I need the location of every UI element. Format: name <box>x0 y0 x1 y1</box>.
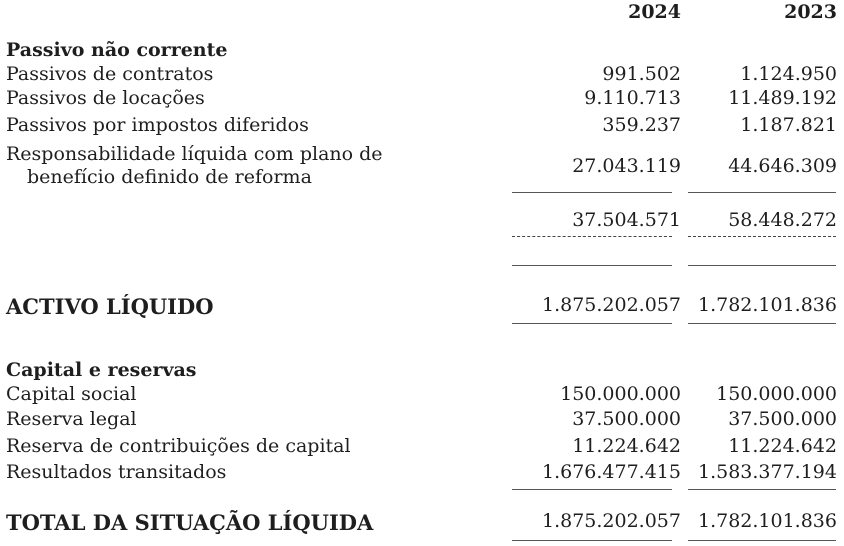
total-situacao-liquida-label: TOTAL DA SITUAÇÃO LÍQUIDA <box>6 510 374 535</box>
separator-rule-2024 <box>512 265 672 266</box>
activo-liquido-2023: 1.782.101.836 <box>697 294 837 316</box>
column-header-2023: 2023 <box>784 1 837 23</box>
value-2023-impostos-diferidos: 1.187.821 <box>740 114 837 136</box>
total-situacao-liquida-2023: 1.782.101.836 <box>697 510 837 532</box>
value-2024-impostos-diferidos: 359.237 <box>602 114 681 136</box>
subtotal-dashed-rule-2023 <box>688 236 836 237</box>
row-label-responsabilidade-line1: Responsabilidade líquida com plano de <box>6 143 383 165</box>
activo-liquido-2024: 1.875.202.057 <box>541 294 681 316</box>
total-rule-2024 <box>512 489 672 490</box>
total-situacao-liquida-2024: 1.875.202.057 <box>541 510 681 532</box>
value-2023-resultados-transitados: 1.583.377.194 <box>697 461 837 483</box>
subtotal-rule-2023 <box>688 192 836 193</box>
activo-liquido-rule-2023 <box>688 323 836 324</box>
separator-rule-2023 <box>688 265 836 266</box>
total-bottom-rule-2024 <box>512 540 672 541</box>
subtotal-rule-2024 <box>512 192 672 193</box>
row-label-responsabilidade-line2: benefício definido de reforma <box>27 166 312 188</box>
row-label-resultados-transitados: Resultados transitados <box>6 461 227 483</box>
value-2024-responsabilidade: 27.043.119 <box>572 155 681 177</box>
row-label-capital-social: Capital social <box>6 383 137 405</box>
column-header-2024: 2024 <box>628 1 681 23</box>
value-2023-reserva-legal: 37.500.000 <box>728 408 837 430</box>
subtotal-dashed-rule-2024 <box>512 236 672 237</box>
value-2023-responsabilidade: 44.646.309 <box>728 155 837 177</box>
value-2024-capital-social: 150.000.000 <box>560 383 681 405</box>
value-2023-reserva-contribuicoes: 11.224.642 <box>728 435 837 457</box>
section-heading-passivo-nao-corrente: Passivo não corrente <box>6 39 228 61</box>
section-heading-capital-reservas: Capital e reservas <box>6 359 197 381</box>
activo-liquido-rule-2024 <box>512 323 672 324</box>
value-2023-capital-social: 150.000.000 <box>716 383 837 405</box>
value-2024-passivos-locacoes: 9.110.713 <box>584 87 681 109</box>
value-2024-reserva-legal: 37.500.000 <box>572 408 681 430</box>
row-label-passivos-contratos: Passivos de contratos <box>6 63 214 85</box>
total-rule-2023 <box>688 489 836 490</box>
value-2023-passivos-locacoes: 11.489.192 <box>728 87 837 109</box>
activo-liquido-label: ACTIVO LÍQUIDO <box>6 294 214 319</box>
row-label-impostos-diferidos: Passivos por impostos diferidos <box>6 114 309 136</box>
value-2023-passivos-contratos: 1.124.950 <box>740 63 837 85</box>
row-label-reserva-legal: Reserva legal <box>6 408 137 430</box>
value-2024-passivos-contratos: 991.502 <box>602 63 681 85</box>
subtotal-2024: 37.504.571 <box>572 209 681 231</box>
value-2024-resultados-transitados: 1.676.477.415 <box>541 461 681 483</box>
row-label-reserva-contribuicoes: Reserva de contribuições de capital <box>6 435 351 457</box>
value-2024-reserva-contribuicoes: 11.224.642 <box>572 435 681 457</box>
row-label-passivos-locacoes: Passivos de locações <box>6 87 205 109</box>
subtotal-2023: 58.448.272 <box>728 209 837 231</box>
total-bottom-rule-2023 <box>688 540 836 541</box>
